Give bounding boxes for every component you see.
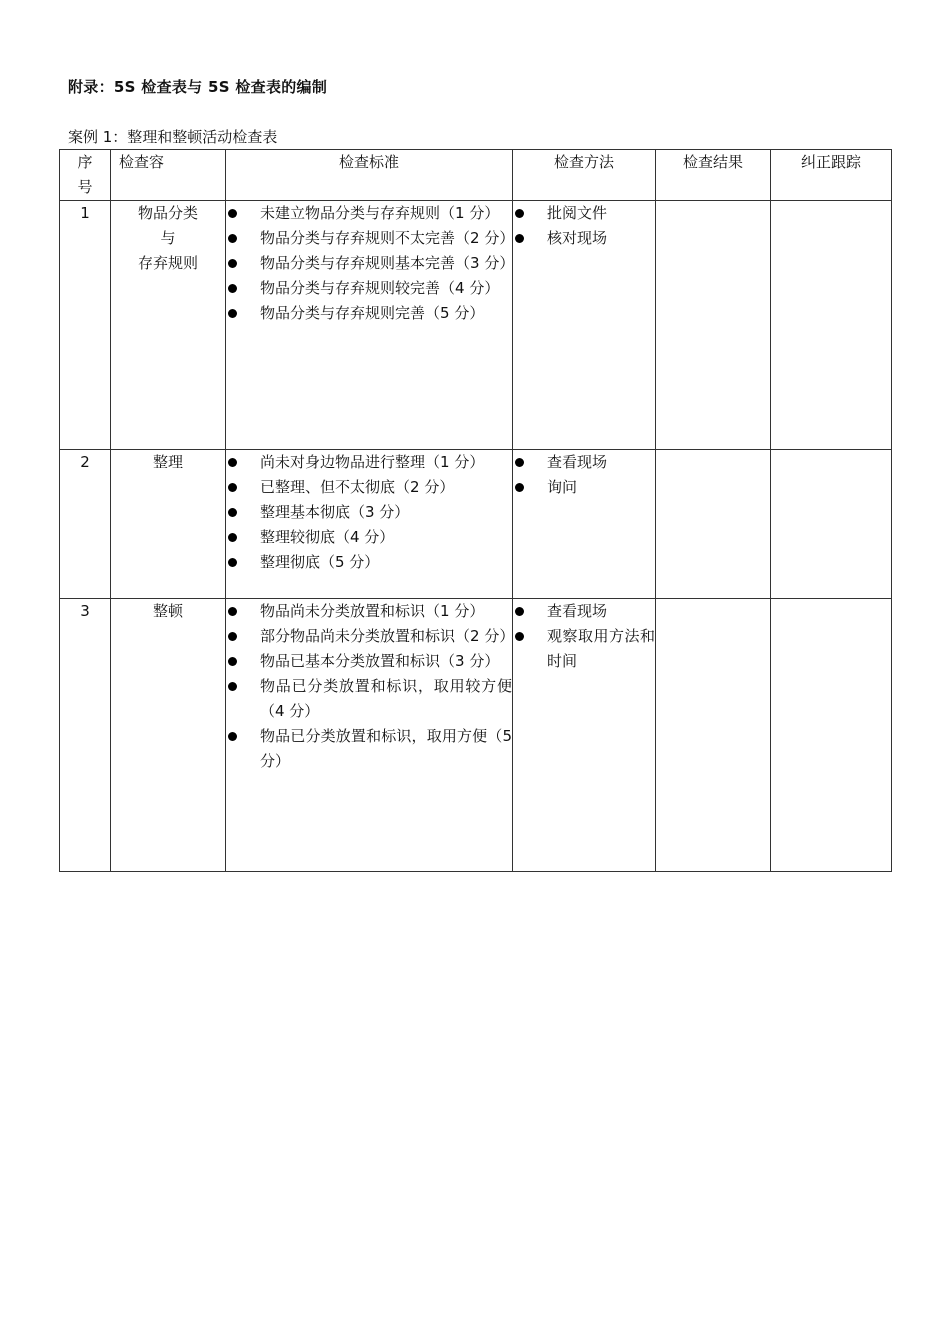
bullet-icon bbox=[515, 458, 524, 467]
standard-text: 未建立物品分类与存弃规则（1 分） bbox=[260, 204, 500, 222]
bullet-icon bbox=[228, 607, 237, 616]
standard-list bbox=[226, 450, 512, 575]
method-list bbox=[513, 450, 655, 500]
header-item: 检查容 bbox=[111, 150, 226, 201]
bullet-icon bbox=[228, 259, 237, 268]
list-item bbox=[226, 525, 512, 550]
document-title: 附录：5S 检查表与 5S 检查表的编制 bbox=[68, 78, 328, 96]
seq-cell: 1 bbox=[60, 201, 111, 450]
result-cell bbox=[656, 450, 771, 599]
method-list bbox=[513, 201, 655, 251]
standard-text: 物品已分类放置和标识，取用较方便（4 分） bbox=[260, 677, 512, 720]
list-item bbox=[226, 251, 515, 276]
table-row bbox=[60, 201, 892, 450]
method-text: 观察取用方法和时间 bbox=[547, 627, 655, 670]
list-item bbox=[513, 624, 655, 674]
list-item bbox=[226, 724, 512, 774]
followup-cell bbox=[771, 201, 892, 450]
item-cell bbox=[111, 450, 226, 599]
followup-cell bbox=[771, 599, 892, 872]
standard-text: 已整理、但不太彻底（2 分） bbox=[260, 478, 455, 496]
bullet-icon bbox=[228, 284, 237, 293]
bullet-icon bbox=[228, 458, 237, 467]
table-caption: 案例 1：整理和整顿活动检查表 bbox=[68, 128, 278, 146]
header-result: 检查结果 bbox=[656, 150, 771, 201]
header-seq-label: 序号 bbox=[77, 153, 93, 196]
standard-cell bbox=[226, 599, 513, 872]
seq-cell: 3 bbox=[60, 599, 111, 872]
bullet-icon bbox=[228, 209, 237, 218]
list-item bbox=[513, 201, 655, 226]
bullet-icon bbox=[515, 607, 524, 616]
bullet-icon bbox=[228, 309, 237, 318]
bullet-icon bbox=[515, 632, 524, 641]
bullet-icon bbox=[228, 682, 237, 691]
bullet-icon bbox=[228, 657, 237, 666]
result-cell bbox=[656, 599, 771, 872]
list-item bbox=[226, 301, 512, 326]
list-item bbox=[226, 649, 512, 674]
item-line: 整理 bbox=[152, 453, 183, 471]
item-line: 与 bbox=[160, 229, 176, 247]
standard-text: 物品已基本分类放置和标识（3 分） bbox=[260, 652, 500, 670]
item-line: 存弃规则 bbox=[137, 254, 198, 272]
header-standard: 检查标准 bbox=[226, 150, 513, 201]
standard-text: 物品分类与存弃规则基本完善（3 分） bbox=[260, 254, 515, 272]
standard-text: 整理较彻底（4 分） bbox=[260, 528, 395, 546]
list-item bbox=[513, 475, 655, 500]
result-cell bbox=[656, 201, 771, 450]
standard-cell bbox=[226, 201, 513, 450]
list-item bbox=[513, 226, 655, 251]
list-item bbox=[226, 226, 515, 251]
list-item bbox=[226, 674, 512, 724]
bullet-icon bbox=[228, 508, 237, 517]
item-line: 整顿 bbox=[152, 602, 183, 620]
standard-text: 物品分类与存弃规则不太完善（2 分） bbox=[260, 229, 515, 247]
standard-text: 物品分类与存弃规则较完善（4 分） bbox=[260, 279, 500, 297]
method-text: 查看现场 bbox=[547, 453, 608, 471]
standard-text: 尚未对身边物品进行整理（1 分） bbox=[260, 453, 485, 471]
bullet-icon bbox=[228, 732, 237, 741]
bullet-icon bbox=[228, 234, 237, 243]
method-list bbox=[513, 599, 655, 674]
method-cell bbox=[513, 201, 656, 450]
table-row bbox=[60, 599, 892, 872]
item-cell bbox=[111, 201, 226, 450]
method-cell bbox=[513, 450, 656, 599]
inspection-table bbox=[59, 149, 892, 872]
table-row bbox=[60, 450, 892, 599]
bullet-icon bbox=[515, 209, 524, 218]
list-item bbox=[226, 475, 512, 500]
list-item bbox=[226, 500, 512, 525]
table-header-row bbox=[60, 150, 892, 201]
list-item bbox=[513, 450, 655, 475]
method-cell bbox=[513, 599, 656, 872]
list-item bbox=[226, 450, 512, 475]
standard-text: 整理基本彻底（3 分） bbox=[260, 503, 410, 521]
standard-text: 部分物品尚未分类放置和标识（2 分） bbox=[260, 627, 515, 645]
bullet-icon bbox=[515, 483, 524, 492]
standard-text: 物品尚未分类放置和标识（1 分） bbox=[260, 602, 485, 620]
bullet-icon bbox=[228, 533, 237, 542]
standard-cell bbox=[226, 450, 513, 599]
standard-text: 物品已分类放置和标识，取用方便（5 分） bbox=[260, 727, 512, 770]
bullet-icon bbox=[228, 558, 237, 567]
header-followup: 纠正跟踪 bbox=[771, 150, 892, 201]
header-seq bbox=[60, 150, 111, 201]
standard-list bbox=[226, 201, 515, 326]
list-item bbox=[513, 599, 655, 624]
method-text: 批阅文件 bbox=[547, 204, 608, 222]
bullet-icon bbox=[228, 632, 237, 641]
bullet-icon bbox=[228, 483, 237, 492]
followup-cell bbox=[771, 450, 892, 599]
bullet-icon bbox=[515, 234, 524, 243]
standard-text: 整理彻底（5 分） bbox=[260, 553, 380, 571]
seq-cell: 2 bbox=[60, 450, 111, 599]
list-item bbox=[226, 276, 512, 301]
item-line: 物品分类 bbox=[137, 204, 198, 222]
list-item bbox=[226, 550, 512, 575]
header-method: 检查方法 bbox=[513, 150, 656, 201]
list-item bbox=[226, 201, 512, 226]
item-cell bbox=[111, 599, 226, 872]
list-item bbox=[226, 624, 515, 649]
standard-list bbox=[226, 599, 515, 774]
standard-text: 物品分类与存弃规则完善（5 分） bbox=[260, 304, 485, 322]
method-text: 查看现场 bbox=[547, 602, 608, 620]
method-text: 询问 bbox=[547, 478, 578, 496]
method-text: 核对现场 bbox=[547, 229, 608, 247]
list-item bbox=[226, 599, 512, 624]
